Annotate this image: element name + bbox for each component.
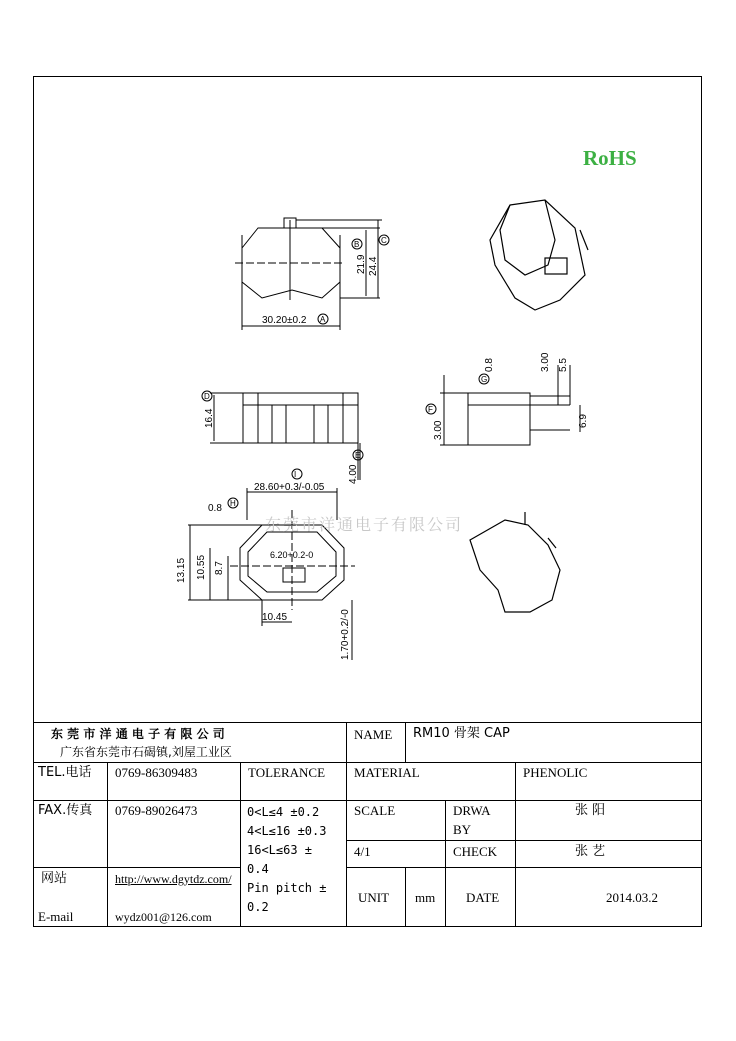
dim-bottom-pin-len: 1.70+0.2/-0 [340,609,351,660]
dim-top-h1: 21.9 [356,254,367,274]
tel-value: 0769-86309483 [115,765,198,780]
email-value: wydz001@126.com [115,910,212,924]
tolerance-line-5: Pin pitch ± [247,881,327,895]
dim-bottom-h2: 10.55 [196,554,207,580]
check-value: 张 艺 [575,844,606,859]
ref-c: C [381,236,387,245]
front-view [202,391,363,480]
ref-a: A [320,315,326,324]
fax-value: 0769-89026473 [115,803,198,818]
tolerance-line-1: 0<L≤4 ±0.2 [247,805,320,819]
unit-label: UNIT [358,890,390,905]
dim-bottom-pitch: 10.45 [262,612,288,623]
material-value: PHENOLIC [523,765,588,780]
web-link[interactable]: http://www.dgytdz.com/ [115,872,232,886]
date-value: 2014.03.2 [606,890,658,905]
dim-top-width: 30.20±0.2 [262,315,307,326]
name-value: RM10 骨架 CAP [413,726,510,741]
company-address: 广东省东莞市石碣镇,刘屋工业区 [60,745,232,759]
tolerance-label: TOLERANCE [248,765,326,780]
ref-g: G [481,375,488,384]
dim-bottom-h3: 8.7 [214,561,225,575]
tolerance-line-6: 0.2 [247,900,269,914]
dim-side-d5: 6.9 [578,414,589,428]
email-label: E-mail [38,909,74,924]
fax-label: FAX.传真 [38,803,93,818]
dim-side-d2: 3.00 [540,352,551,372]
ref-f: F [428,405,433,414]
dim-bottom-width: 28.60+0.3/-0.05 [254,482,325,493]
ref-d: D [204,392,210,401]
dim-bottom-slot: 6.20+0.2-0 [270,550,314,560]
tolerance-line-4: 0.4 [247,862,269,876]
scale-label: SCALE [354,803,396,818]
unit-value: mm [415,890,436,905]
web-label: 网站 [41,871,68,886]
check-label: CHECK [453,844,498,859]
dim-side-d4: 3.00 [433,420,444,440]
tolerance-line-2: 4<L≤16 ±0.3 [247,824,327,838]
isometric-view-top [490,200,588,310]
dim-side-d1: 0.8 [484,358,495,372]
name-label: NAME [354,727,393,742]
isometric-view-bottom [470,512,560,612]
drawn-label-1: DRWA [453,803,491,818]
side-view [426,365,580,445]
dim-top-h2: 24.4 [368,256,379,276]
ref-e: E [355,451,361,460]
company-name: 东 莞 市 洋 通 电 子 有 限 公 司 [51,727,225,741]
tel-label: TEL.电话 [38,765,92,780]
drawn-label-2: BY [453,822,472,837]
rohs-mark: RoHS [583,146,637,170]
dim-front-pin: 4.00 [348,464,359,484]
dim-bottom-h1: 13.15 [176,557,187,583]
material-label: MATERIAL [354,765,420,780]
watermark: 东莞市洋通电子有限公司 [265,515,464,534]
dim-front-height: 16.4 [204,408,215,428]
scale-value: 4/1 [354,844,371,859]
ref-i: I [294,470,297,479]
dim-side-d3: 5.5 [558,358,569,372]
tolerance-line-3: 16<L≤63 ± [247,843,313,857]
ref-h: H [230,499,236,508]
drawn-value: 张 阳 [575,803,606,818]
dim-bottom-wall: 0.8 [208,503,222,514]
ref-b: B [354,240,360,249]
date-label: DATE [466,890,500,905]
